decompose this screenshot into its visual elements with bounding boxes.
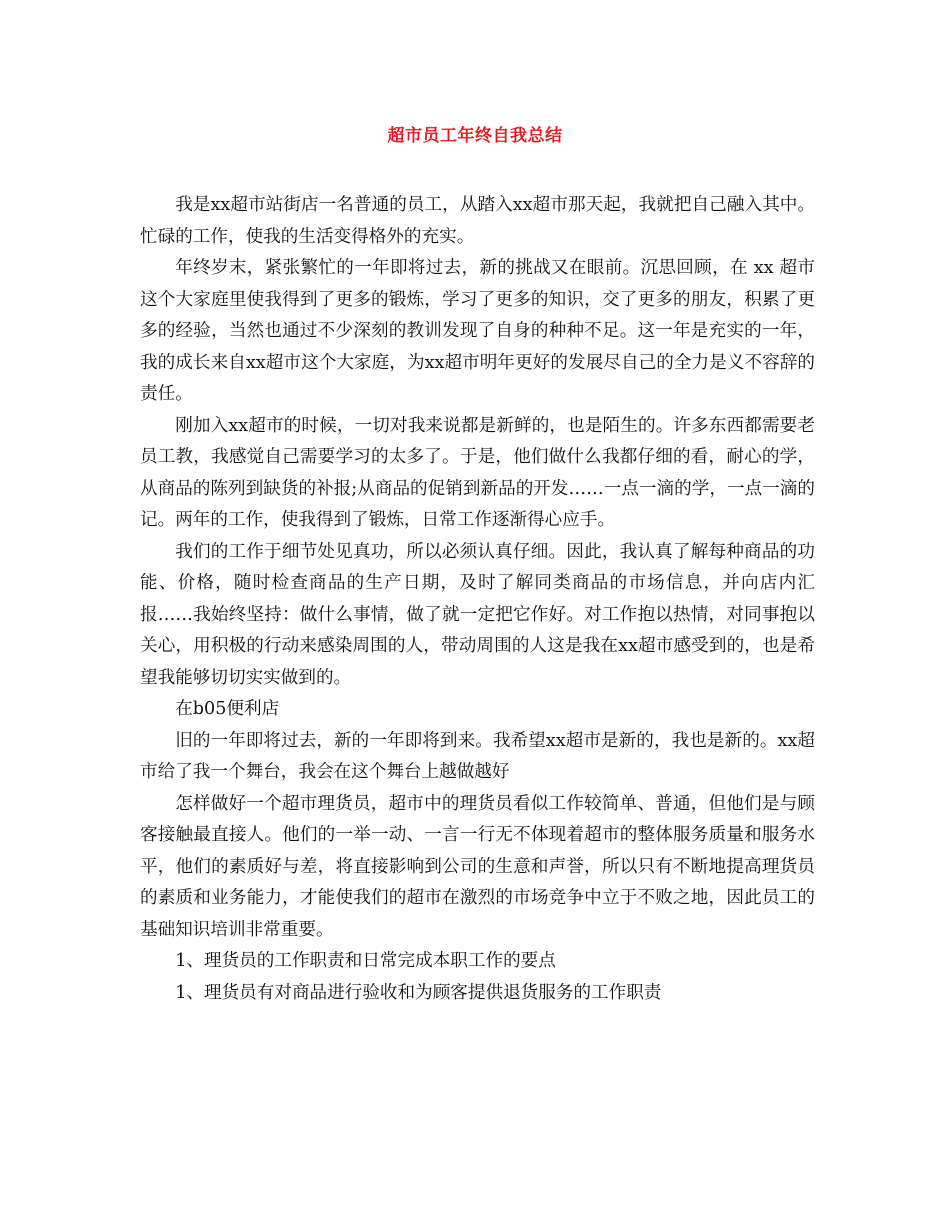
paragraph: 我们的工作于细节处见真功，所以必须认真仔细。因此，我认真了解每种商品的功能、价格，随时检查商品的生产日期，及时了解同类商品的市场信息，并向店内汇报……我始终坚持：做什么事情，做了就一定把它作好。对工作抱以热情，对同事抱以关心，用积极的行动来感染周围的人，带动周围的人这是我在xx超市感受到的，也是希望我能够切切实实做到的。 <box>140 541 815 688</box>
paragraph: 旧的一年即将过去，新的一年即将到来。我希望xx超市是新的，我也是新的。xx超市给了我一个舞台，我会在这个舞台上越做越好 <box>140 730 815 782</box>
paragraph: 刚加入xx超市的时候，一切对我来说都是新鲜的，也是陌生的。许多东西都需要老员工教，我感觉自己需要学习的太多了。于是，他们做什么我都仔细的看，耐心的学，从商品的陈列到缺货的补报;从商品的促销到新品的开发……一点一滴的学，一点一滴的记。两年的工作，使我得到了锻炼，日常工作逐渐得心应手。 <box>140 415 815 530</box>
paragraph: 我是xx超市站街店一名普通的员工，从踏入xx超市那天起，我就把自己融入其中。忙碌的工作，使我的生活变得格外的充实。 <box>140 195 815 247</box>
subsection-heading: 1、理货员有对商品进行验收和为顾客提供退货服务的工作职责 <box>175 982 662 1003</box>
document-body <box>140 190 815 1009</box>
paragraph: 在b05便利店 <box>175 699 280 719</box>
paragraph: 年终岁末，紧张繁忙的一年即将过去，新的挑战又在眼前。沉思回顾，在 xx 超市这个大家庭里使我得到了更多的锻炼，学习了更多的知识，交了更多的朋友，积累了更多的经验，当然也通过不少深刻的教训发现了自身的种种不足。这一年是充实的一年，我的成长来自xx超市这个大家庭，为xx超市明年更好的发展尽自己的全力是义不容辞的责任。 <box>140 258 815 404</box>
section-heading: 1、理货员的工作职责和日常完成本职工作的要点 <box>175 951 556 971</box>
paragraph: 怎样做好一个超市理货员，超市中的理货员看似工作较简单、普通，但他们是与顾客接触最直接人。他们的一举一动、一言一行无不体现着超市的整体服务质量和服务水平，他们的素质好与差，将直接影响到公司的生意和声誉，所以只有不断地提高理货员的素质和业务能力，才能使我们的超市在激烈的市场竞争中立于不败之地，因此员工的基础知识培训非常重要。 <box>140 793 815 940</box>
document-title: 超市员工年终自我总结 <box>387 126 563 146</box>
